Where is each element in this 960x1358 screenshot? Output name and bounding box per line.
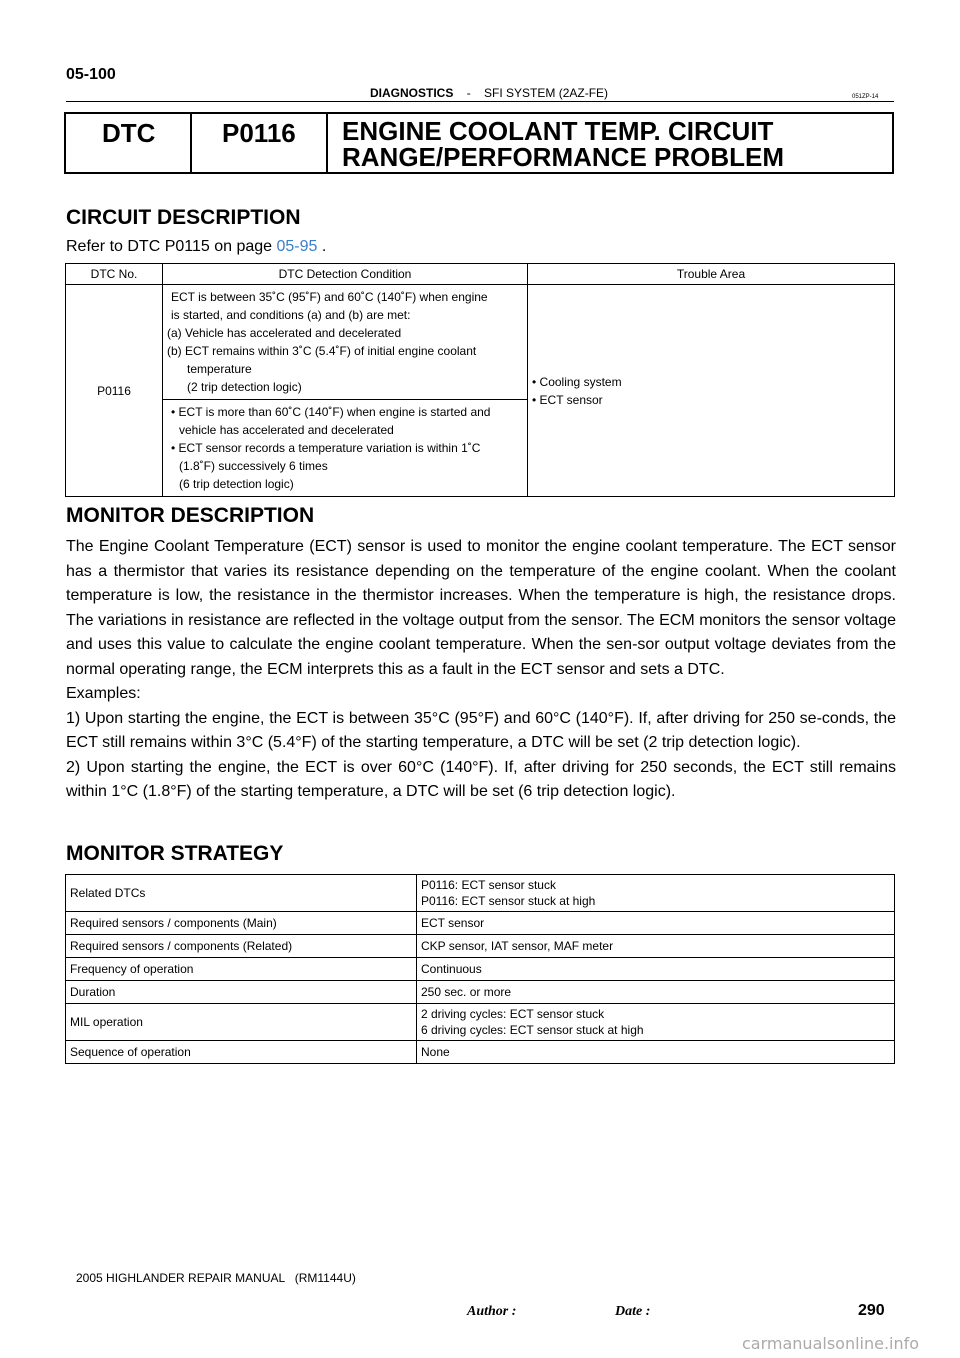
- strategy-value: None: [417, 1041, 895, 1064]
- cond1-line: (2 trip detection logic): [187, 380, 302, 394]
- table-row: [66, 1004, 895, 1041]
- strategy-value-line: P0116: ECT sensor stuck at high: [421, 894, 596, 908]
- cond1-line: (a) Vehicle has accelerated and decelerated: [167, 326, 402, 340]
- footer-date-label: Date :: [615, 1304, 651, 1319]
- ref-suffix: .: [321, 238, 327, 255]
- circuit-description-heading: CIRCUIT DESCRIPTION: [66, 206, 301, 229]
- page-number: 05-100: [66, 66, 116, 83]
- header-separator: -: [466, 86, 471, 100]
- table-row: [66, 912, 895, 935]
- dtc-code: P0116: [192, 114, 328, 172]
- trouble-area-item: • ECT sensor: [532, 392, 603, 407]
- detection-condition-2: [163, 400, 528, 497]
- circuit-reference: [66, 238, 326, 256]
- col-trouble-area: Trouble Area: [528, 264, 895, 285]
- cond1-line: is started, and conditions (a) and (b) are met:: [171, 308, 411, 322]
- monitor-strategy-heading: MONITOR STRATEGY: [66, 842, 284, 865]
- cond1-line: temperature: [187, 362, 252, 376]
- col-detection-condition: DTC Detection Condition: [163, 264, 528, 285]
- header-section: [370, 86, 608, 100]
- examples-label: Examples:: [66, 685, 141, 702]
- dtc-table-header: [66, 264, 895, 285]
- watermark: carmanualsonline.info: [742, 1334, 920, 1353]
- cond2-line: • ECT is more than 60˚C (140˚F) when engine is started and: [171, 405, 491, 419]
- strategy-key: Frequency of operation: [66, 958, 417, 981]
- strategy-key: MIL operation: [66, 1004, 417, 1041]
- dtc-title: [328, 114, 892, 172]
- monitor-paragraph: The Engine Coolant Temperature (ECT) sensor is used to monitor the engine coolant temperature. The ECT sensor has a thermistor that varies its resistance depending on the temperature of the engine coolant. When the coolant temperature is low, the resistance in the thermistor increases. When the temperature is high, the resistance drops. The variations in resistance are reflected in the voltage output from the sensor. The ECM monitors the sensor voltage and uses this value to calculate the engine coolant temperature. When the sen-sor output voltage deviates from the normal operating range, the ECM interprets this as a fault in the ECT sensor and sets a DTC.: [66, 538, 896, 678]
- cond2-line: vehicle has accelerated and decelerated: [179, 423, 394, 437]
- dtc-title-line2: RANGE/PERFORMANCE PROBLEM: [342, 142, 785, 172]
- doc-code: 051ZP-14: [852, 94, 879, 100]
- dtc-label: DTC: [66, 114, 192, 172]
- dtc-no-cell: P0116: [66, 285, 163, 497]
- trouble-area-cell: [528, 285, 895, 497]
- header-subsection: SFI SYSTEM (2AZ-FE): [484, 86, 609, 100]
- strategy-key: Related DTCs: [66, 875, 417, 912]
- col-dtc-no: DTC No.: [66, 264, 163, 285]
- footer-manual-title: 2005 HIGHLANDER REPAIR MANUAL (RM1144U): [76, 1271, 356, 1285]
- monitor-description-heading: MONITOR DESCRIPTION: [66, 504, 315, 527]
- monitor-strategy-table: [65, 874, 895, 1064]
- strategy-key: Required sensors / components (Related): [66, 935, 417, 958]
- strategy-value: Continuous: [417, 958, 895, 981]
- table-row: [66, 935, 895, 958]
- footer-author-label: Author :: [467, 1304, 517, 1319]
- example-2: 2) Upon starting the engine, the ECT is over 60°C (140°F). If, after driving for 250 seconds, the ECT still remains within 1°C (1.8°F) of the starting temperature, a DTC will be set (6 trip detection logic).: [66, 758, 896, 800]
- cond2-line: (6 trip detection logic): [179, 477, 294, 491]
- strategy-value: 250 sec. or more: [417, 981, 895, 1004]
- ref-prefix: Refer to DTC P0115 on page: [66, 238, 273, 255]
- cond1-line: (b) ECT remains within 3˚C (5.4˚F) of initial engine coolant: [167, 344, 477, 358]
- cond1-line: ECT is between 35˚C (95˚F) and 60˚C (140˚F) when engine: [171, 290, 488, 304]
- footer-page-number: 290: [858, 1302, 885, 1319]
- header-rule: [66, 101, 894, 102]
- cond2-line: (1.8˚F) successively 6 times: [179, 459, 328, 473]
- trouble-area-item: • Cooling system: [532, 374, 622, 389]
- header-section-name: DIAGNOSTICS: [370, 86, 454, 100]
- cond2-line: • ECT sensor records a temperature variation is within 1˚C: [171, 441, 481, 455]
- strategy-value-line: P0116: ECT sensor stuck: [421, 878, 556, 892]
- strategy-key: Sequence of operation: [66, 1041, 417, 1064]
- strategy-key: Duration: [66, 981, 417, 1004]
- strategy-value-line: 2 driving cycles: ECT sensor stuck: [421, 1007, 605, 1021]
- detection-condition-1: [163, 285, 528, 400]
- strategy-value: ECT sensor: [417, 912, 895, 935]
- strategy-value: CKP sensor, IAT sensor, MAF meter: [417, 935, 895, 958]
- strategy-value: [417, 1004, 895, 1041]
- table-row: [66, 875, 895, 912]
- table-row: [66, 958, 895, 981]
- strategy-key: Required sensors / components (Main): [66, 912, 417, 935]
- monitor-description-body: [66, 535, 896, 805]
- dtc-title-line1: ENGINE COOLANT TEMP. CIRCUIT: [342, 116, 774, 146]
- strategy-value: [417, 875, 895, 912]
- dtc-table: [65, 263, 895, 497]
- table-row: [66, 285, 895, 400]
- table-row: [66, 981, 895, 1004]
- strategy-value-line: 6 driving cycles: ECT sensor stuck at high: [421, 1023, 644, 1037]
- table-row: [66, 1041, 895, 1064]
- ref-page-link[interactable]: 05-95: [276, 238, 318, 255]
- dtc-title-box: [64, 112, 894, 174]
- example-1: 1) Upon starting the engine, the ECT is between 35°C (95°F) and 60°C (140°F). If, after driving for 250 se-conds, the ECT still remains within 3°C (5.4°F) of the starting temperature, a DTC will be set (2 trip detection logic).: [66, 709, 896, 751]
